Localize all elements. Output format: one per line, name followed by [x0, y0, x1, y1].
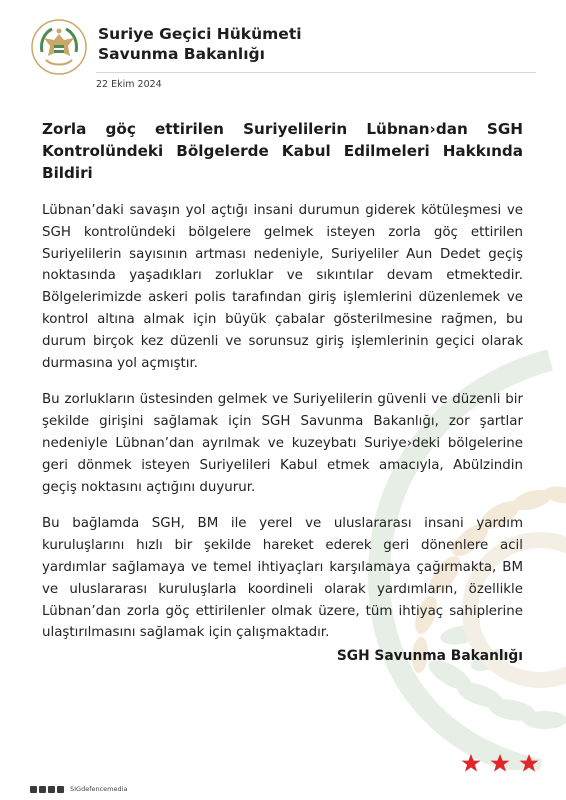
document-body [42, 118, 523, 659]
star-icon [491, 754, 510, 772]
document-header [30, 18, 330, 78]
eagle-emblem-icon [30, 18, 88, 76]
body-paragraph-2: Bu zorlukların üstesinden gelmek ve Suriyelilerin güvenli ve düzenli bir şekilde girişini sağlamak için SGH Savunma Bakanlığı, zor şartlar nedeniyle Lübnan’dan ayrılmak ve kuzeybatı Suriye›deki bölgelerine geri dönmek isteyen Suriyelileri Kabul etmek amacıyla, Abülzindin geçiş noktasını açtığını duyurur. [42, 392, 523, 495]
instagram-icon [48, 786, 55, 793]
signature: SGH Savunma Bakanlığı [336, 648, 523, 664]
social-handle: SIGdefencemedia [70, 785, 128, 793]
body-paragraph-1: Lübnan’daki savaşın yol açtığı insani durumun giderek kötüleşmesi ve SGH kontrolündeki bölgelere gelmek isteyen zorla göç ettirilen Suriyelilerin sayısının artması nedeniyle, Suriyeliler Aun Dedet geçiş noktasında yaşadıkları zorluklar ve sıkıntılar devam etmektedir. Bölgelerimizde askeri polis tarafından giriş işlemlerini düzenlemek ve kontrol altına almak için büyük çabalar gösterilmesine rağmen, bu durum birçok kez düzenli ve sorunsuz giriş işlemlerinin geçici olarak durmasına yol açmıştır. [42, 203, 523, 371]
footer-social [30, 784, 127, 794]
organization-name [98, 24, 302, 64]
organization-name-line2: Savunma Bakanlığı [98, 45, 265, 63]
document-title: Zorla göç ettirilen Suriyelilerin Lübnan›dan SGH Kontrolündeki Bölgelerde Kabul Edilmeleri Hakkında Bildiri [42, 120, 523, 182]
telegram-icon [57, 786, 64, 793]
facebook-icon [30, 786, 37, 793]
header-divider [96, 72, 536, 73]
star-icon [520, 754, 539, 772]
organization-name-line1: Suriye Geçici Hükümeti [98, 25, 302, 43]
star-icon [462, 754, 481, 772]
body-paragraph-3: Bu bağlamda SGH, BM ile yerel ve uluslararası insani yardım kuruluşlarını hızlı bir şekilde hareket ederek geri dönenlere acil yardımlar sağlamaya ve temel ihtiyaçları karşılamaya çağırmakta, BM ve uluslararası kuruluşlarla koordineli olarak yardımların, özellikle Lübnan’dan zorla göç ettirilenler olmak üzere, tüm ihtiyaç sahiplerine ulaştırılmasını sağlamak için çalışmaktadır. [42, 516, 523, 641]
document-date: 22 Ekim 2024 [96, 79, 162, 90]
red-stars [460, 752, 540, 774]
twitter-icon [39, 786, 46, 793]
